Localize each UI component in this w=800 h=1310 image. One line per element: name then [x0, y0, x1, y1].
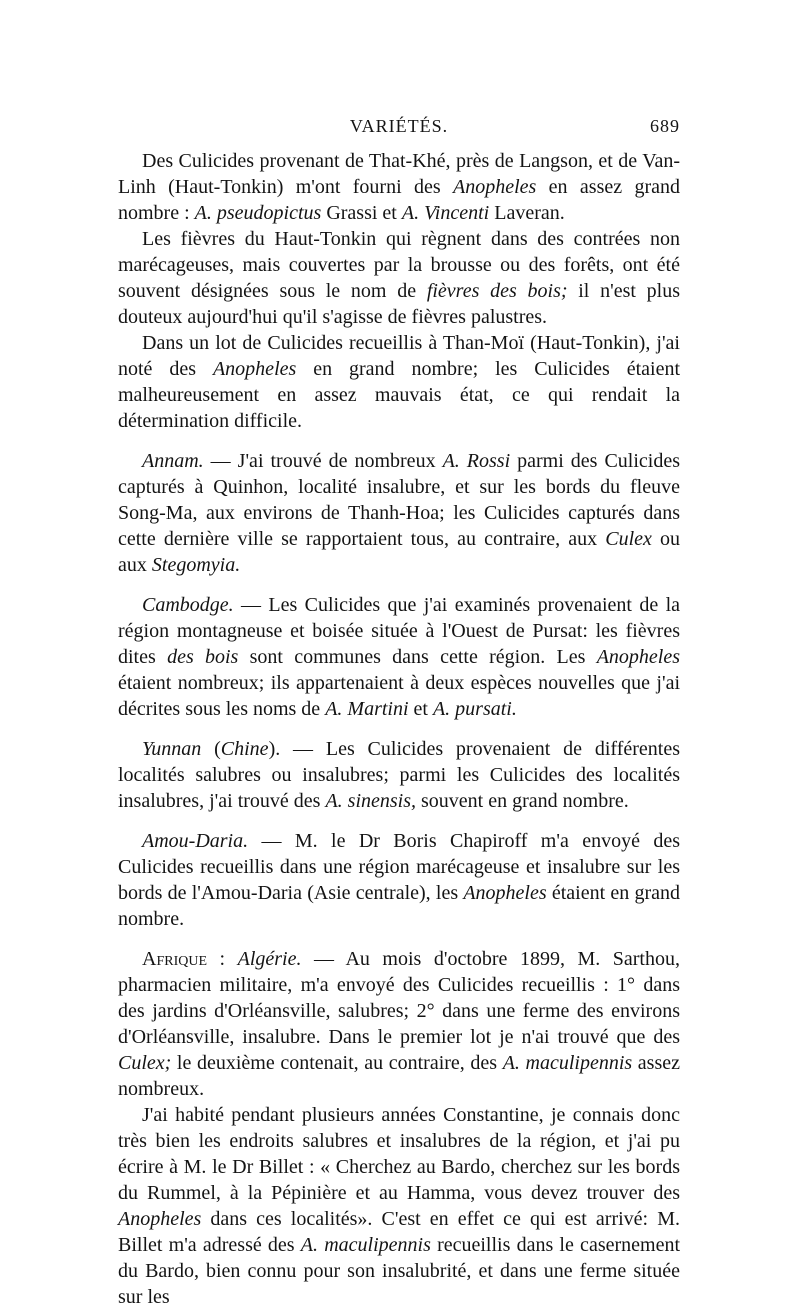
paragraph [118, 330, 680, 434]
text-run: — J'ai trouvé de nombreux [203, 450, 443, 472]
italic-run: Cambodge. [142, 594, 234, 616]
italic-run: Anopheles [212, 358, 297, 380]
paragraph [118, 1102, 680, 1310]
text-run: — M. le Dr Boris Chapiroff m'a envoyé des Culicides recueillis dans une région marécageuse et insalubre sur les bords de l'Amou-Daria (Asie centrale), les [118, 830, 680, 904]
italic-run: Algérie. [237, 948, 302, 970]
running-header [118, 112, 680, 148]
italic-run: A. Vincenti [401, 202, 490, 224]
italic-run: Chine [220, 738, 269, 760]
italic-run: Culex [605, 528, 652, 550]
italic-run: Annam. [142, 450, 204, 472]
text-run: en assez grand nombre : [118, 176, 680, 224]
body-text [118, 148, 680, 1310]
italic-run: A. Martini [325, 698, 409, 720]
text-run: Grassi et [321, 202, 402, 224]
italic-run: Anopheles [453, 176, 537, 198]
paragraph [118, 148, 680, 226]
small-caps-run: Afrique [142, 948, 208, 970]
italic-run: Culex; [118, 1052, 172, 1074]
paragraph [118, 226, 680, 330]
text-run: assez nombreux. [118, 1052, 680, 1100]
italic-run: A. pursati. [432, 698, 517, 720]
text-run: il n'est plus douteux aujourd'hui qu'il s'agisse de fièvres palustres. [118, 280, 680, 328]
italic-run: Anopheles [463, 882, 547, 904]
paragraph [118, 448, 680, 578]
italic-run: A. maculipennis [300, 1234, 431, 1256]
text-run: : [207, 948, 238, 970]
text-run: — Au mois d'octobre 1899, M. Sarthou, pharmacien militaire, m'a envoyé des Culicides recueillis : 1° dans des jardins d'Orléansville, salubres; 2° dans une ferme des environs d'Orléansville, insalubre. Dans le premier lot je n'ai trouvé que des [118, 948, 680, 1048]
italic-run: fièvres des bois; [426, 280, 568, 302]
italic-run: Amou-Daria. [142, 830, 249, 852]
text-run: étaient en grand nombre. [118, 882, 680, 930]
page-number: 689 [650, 116, 680, 136]
paragraph [118, 946, 680, 1102]
italic-run: A. Rossi [442, 450, 511, 472]
text-run: Dans un lot de Culicides recueillis à Than-Moï (Haut-Tonkin), j'ai noté des [118, 332, 680, 380]
running-title: VARIÉTÉS. [349, 116, 449, 136]
text-run: parmi des Culicides capturés à Quinhon, localité insalubre, et sur les bords du fleuve Song-Ma, aux environs de Thanh-Hoa; les Culicides capturés dans cette dernière ville se rapportaient tous, au contraire, aux [118, 450, 681, 550]
italic-run: A. pseudopictus [194, 202, 322, 224]
page [118, 112, 680, 1310]
paragraph [118, 736, 680, 814]
text-run: ). — Les Culicides provenaient de différentes localités salubres ou insalubres; parmi les Culicides des localités insalubres, j'ai trouvé des [118, 738, 680, 812]
text-run: — Les Culicides que j'ai examinés provenaient de la région montagneuse et boisée située à l'Ouest de Pursat: les fièvres dites [118, 594, 680, 668]
text-run: sont communes dans cette région. Les [238, 646, 597, 668]
italic-run: des bois [167, 646, 239, 668]
text-run: recueillis dans le casernement du Bardo, bien connu pour son insalubrité, et dans une ferme située sur les [118, 1234, 681, 1308]
text-run: en grand nombre; les Culicides étaient malheureusement en assez mauvais état, ce qui rendait la détermination difficile. [118, 358, 680, 432]
paragraph [118, 828, 680, 932]
text-run: dans ces localités». C'est en effet ce qui est arrivé: M. Billet m'a adressé des [118, 1208, 680, 1256]
text-run: J'ai habité pendant plusieurs années Constantine, je connais donc très bien les endroits salubres et insalubres de la région, et j'ai pu écrire à M. le Dr Billet : « Cherchez au Bardo, cherchez sur les bords du Rummel, à la Pépinière et au Hamma, vous devez trouver des [118, 1104, 680, 1204]
italic-run: A. sinensis, [325, 790, 417, 812]
text-run: et [408, 698, 433, 720]
text-run: le deuxième contenait, au contraire, des [171, 1052, 503, 1074]
text-run: ( [201, 738, 221, 760]
italic-run: Stegomyia. [151, 554, 241, 576]
italic-run: Anopheles [118, 1208, 202, 1230]
text-run: Des Culicides provenant de That-Khé, près de Langson, et de Van-Linh (Haut-Tonkin) m'ont fourni des [118, 150, 680, 198]
text-run: Les fièvres du Haut-Tonkin qui règnent dans des contrées non marécageuses, mais couvertes par la brousse ou des forêts, ont été souvent désignées sous le nom de [118, 228, 680, 302]
italic-run: Anopheles [596, 646, 680, 668]
italic-run: A. maculipennis [502, 1052, 633, 1074]
italic-run: Yunnan [142, 738, 202, 760]
text-run: étaient nombreux; ils appartenaient à deux espèces nouvelles que j'ai décrites sous les noms de [118, 672, 680, 720]
paragraph [118, 592, 680, 722]
text-run: ou aux [118, 528, 680, 576]
text-run: Laveran. [489, 202, 565, 224]
text-run: souvent en grand nombre. [416, 790, 629, 812]
